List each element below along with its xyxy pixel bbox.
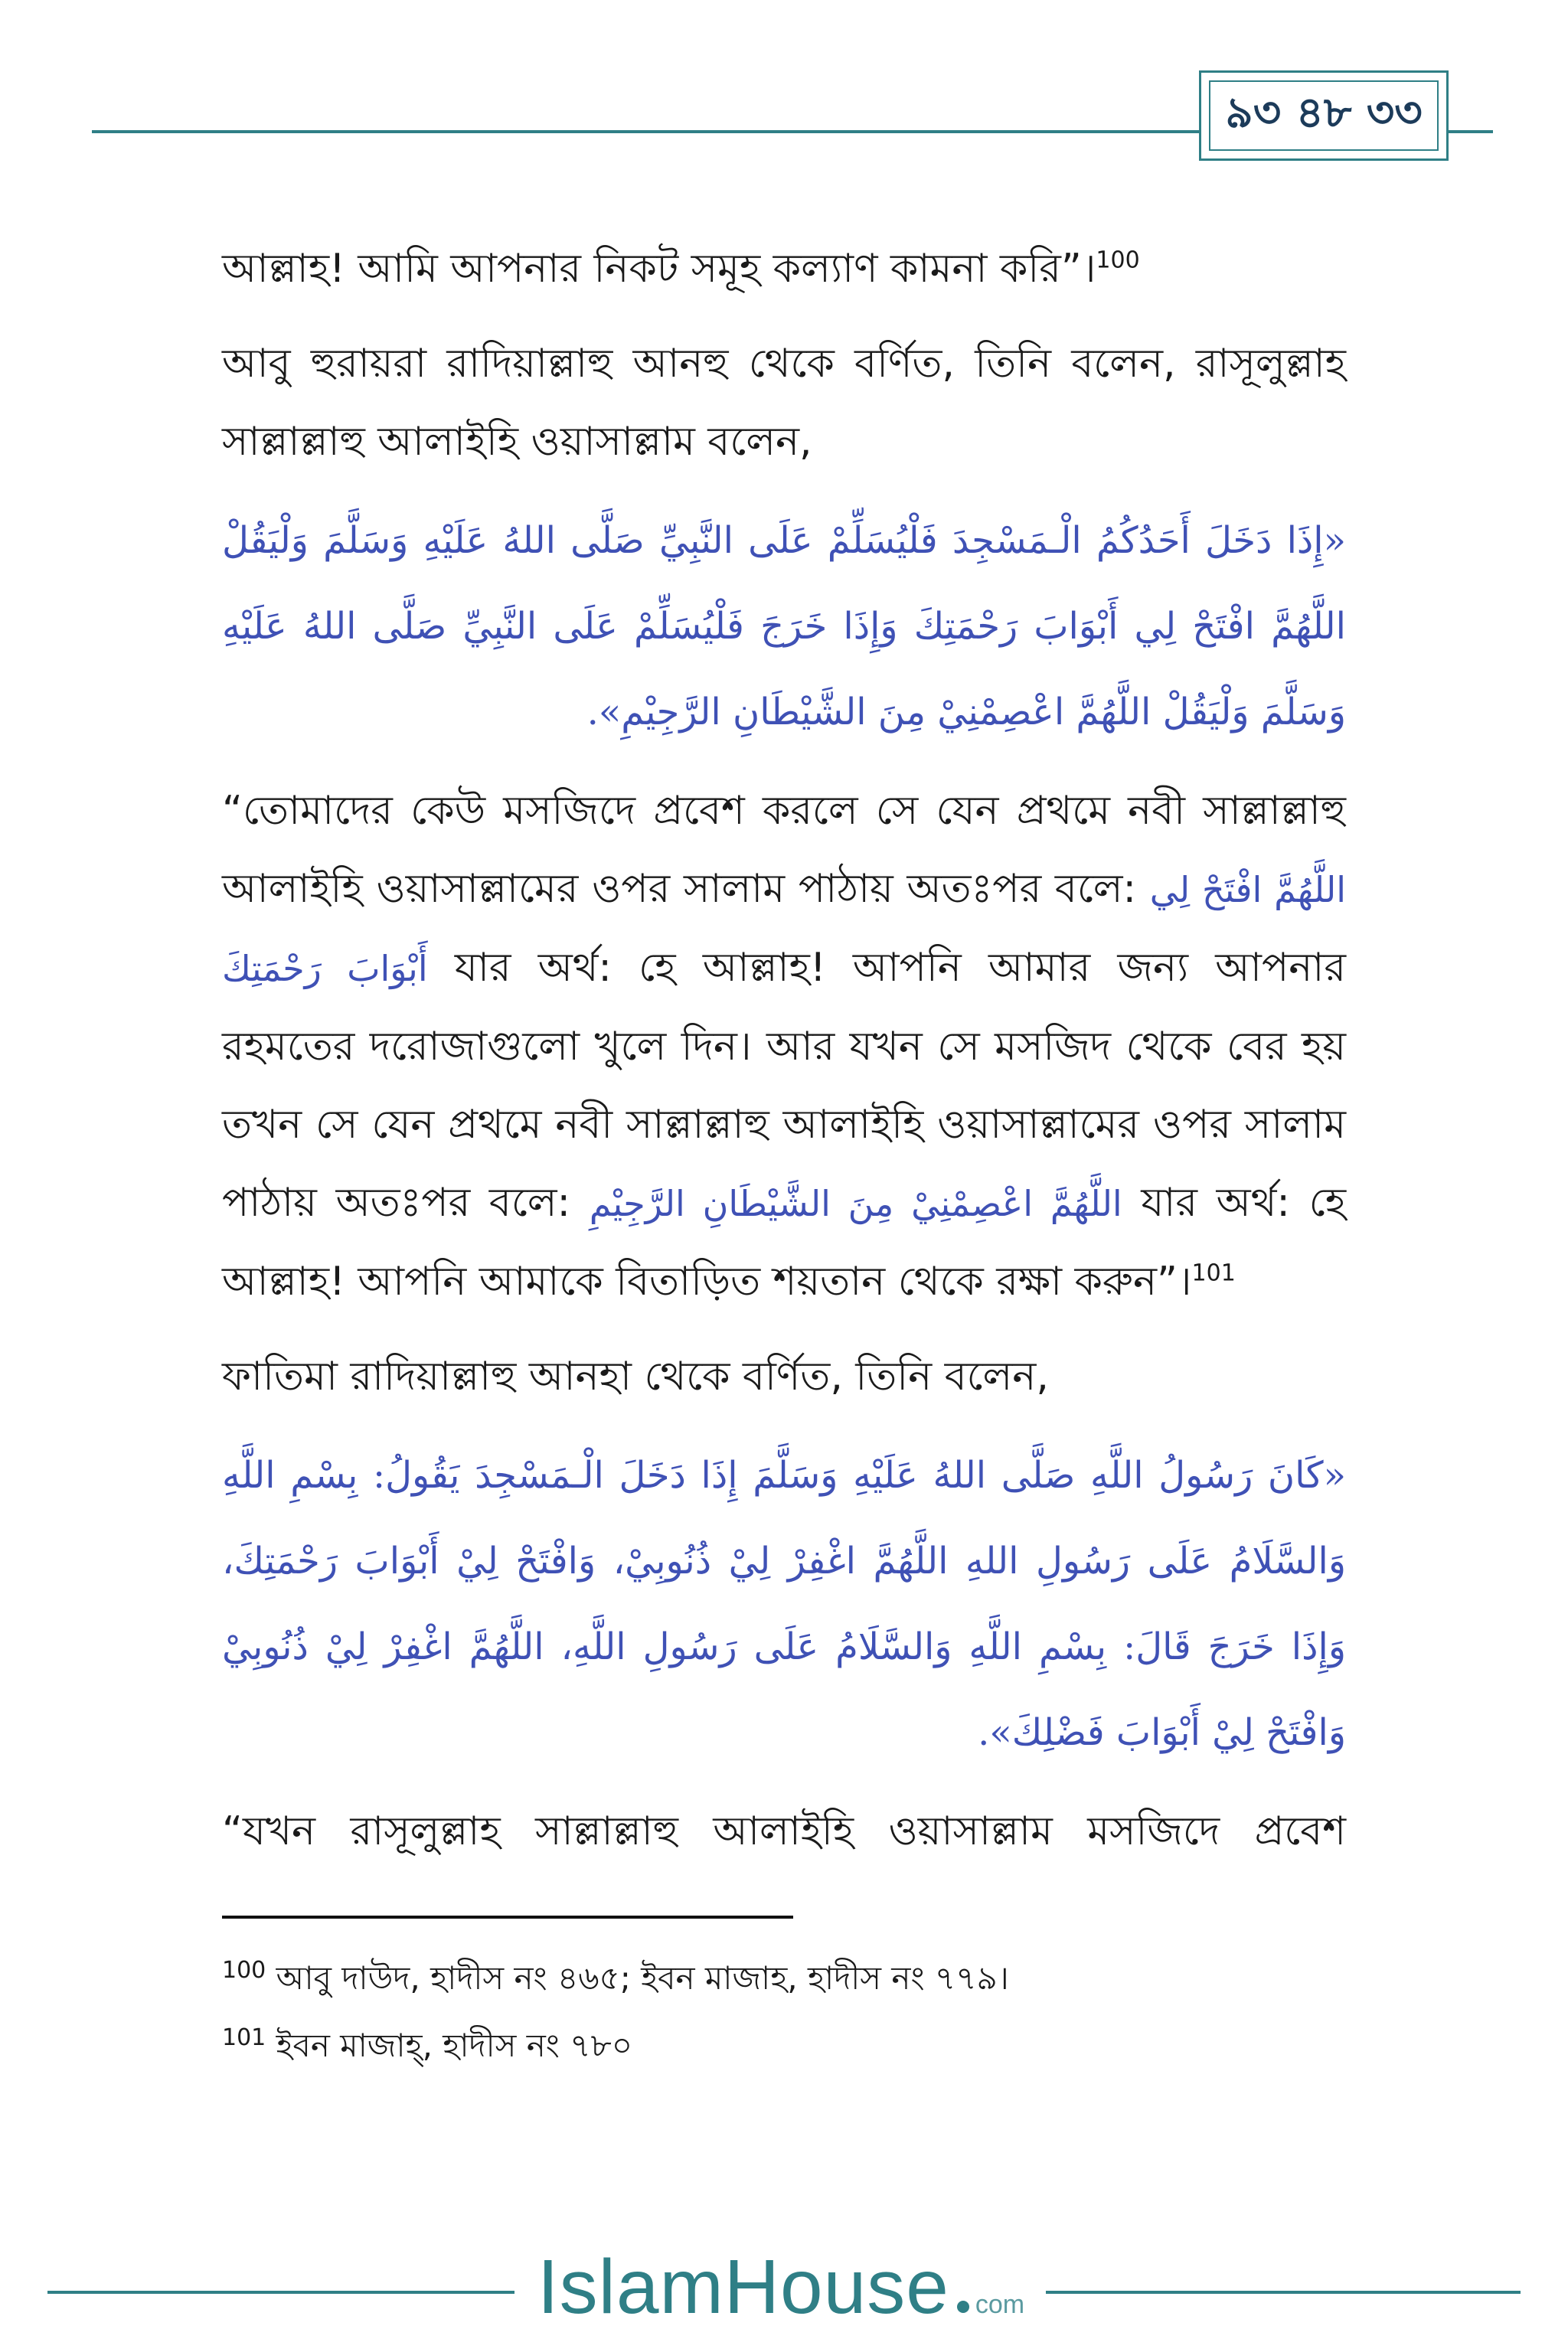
footnote-text: ইবন মাজাহ্, হাদীস নং ৭৮০ bbox=[276, 2027, 633, 2064]
arabic-inline: اللَّهُمَّ افْتَحْ لِي أَبْوَابَ رَحْمَتِكَ bbox=[222, 869, 1347, 989]
footnote-ref[interactable]: 100 bbox=[1096, 247, 1140, 274]
brand-tld: com bbox=[975, 2290, 1025, 2319]
footnote-ref[interactable]: 101 bbox=[1191, 1259, 1236, 1287]
footnotes bbox=[222, 1945, 1346, 2079]
paragraph bbox=[222, 230, 1346, 308]
page-number-box bbox=[1199, 70, 1449, 161]
footnote-number: 101 bbox=[222, 2024, 266, 2051]
footnote bbox=[222, 2012, 1346, 2079]
page-number: ৯৩ ৪৮ ৩৩ bbox=[1209, 80, 1439, 151]
arabic-hadith: «كَانَ رَسُولُ اللَّهِ صَلَّى اللهُ عَلَيْهِ وَسَلَّمَ إِذَا دَخَلَ الْـمَسْجِدَ يَقُولُ: بِسْمِ اللَّهِ وَالسَّلَامُ عَلَى رَسُولِ اللهِ اللَّهُمَّ اغْفِرْ لِيْ ذُنُوبِيْ، وَافْتَحْ لِيْ أَبْوَابَ رَحْمَتِكَ، وَإِذَا خَرَجَ قَالَ: بِسْمِ اللَّهِ وَالسَّلَامُ عَلَى رَسُولِ اللَّهِ، اللَّهُمَّ اغْفِرْ لِيْ ذُنُوبِيْ وَافْتَحْ لِيْ أَبْوَابَ فَضْلِكَ». bbox=[222, 1454, 1346, 1754]
paragraph-text: “তোমাদের কেউ মসজিদে প্রবেশ করলে সে যেন প্রথমে নবী সাল্লাল্লাহু আলাইহি ওয়াসাল্লামের ওপর সালাম পাঠায় অতঃপর বলে: bbox=[222, 788, 1346, 912]
arabic-hadith: «إِذَا دَخَلَ أَحَدُكُمُ الْـمَسْجِدَ فَلْيُسَلِّمْ عَلَى النَّبِيِّ صَلَّى اللهُ عَلَيْهِ وَسَلَّمَ وَلْيَقُلْ اللَّهُمَّ افْتَحْ لِي أَبْوَابَ رَحْمَتِكَ وَإِذَا خَرَجَ فَلْيُسَلِّمْ عَلَى النَّبِيِّ صَلَّى اللهُ عَلَيْهِ وَسَلَّمَ وَلْيَقُلْ اللَّهُمَّ اعْصِمْنِيْ مِنَ الشَّيْطَانِ الرَّجِيْمِ». bbox=[222, 519, 1346, 733]
brand-dot-icon bbox=[957, 2301, 969, 2313]
footer-rule-right bbox=[1046, 2291, 1521, 2294]
arabic-inline: اللَّهُمَّ اعْصِمْنِيْ مِنَ الشَّيْطَانِ الرَّجِيْمِ bbox=[589, 1183, 1122, 1224]
footnote-separator bbox=[222, 1916, 793, 1919]
page-body bbox=[222, 230, 1346, 1887]
paragraph: আবু হুরায়রা রাদিয়াল্লাহু আনহু থেকে বর্ণিত, তিনি বলেন, রাসূলুল্লাহ সাল্লাল্লাহু আলাইহি ওয়াসাল্লাম বলেন, bbox=[222, 341, 1346, 465]
paragraph: ফাতিমা রাদিয়াল্লাহু আনহা থেকে বর্ণিত, তিনি বলেন, bbox=[222, 1354, 1049, 1400]
paragraph-translation bbox=[222, 772, 1346, 1321]
paragraph-text: যার অর্থ: হে আল্লাহ! আপনি আমার জন্য আপনার রহমতের দরোজাগুলো খুলে দিন। আর যখন সে মসজিদ থেকে বের হয় তখন সে যেন প্রথমে নবী সাল্লাল্লাহু আলাইহি ওয়াসাল্লামের ওপর সালাম পাঠায় অতঃপর বলে: bbox=[222, 945, 1346, 1226]
footnote bbox=[222, 1945, 1346, 2012]
footnote-text: আবু দাউদ, হাদীস নং ৪৬৫; ইবন মাজাহ, হাদীস নং ৭৭৯। bbox=[276, 1959, 1009, 1997]
footnote-number: 100 bbox=[222, 1957, 266, 1984]
paragraph: “যখন রাসূলুল্লাহ সাল্লাল্লাহু আলাইহি ওয়াসাল্লাম মসজিদে প্রবেশ bbox=[222, 1808, 1346, 1854]
paragraph-text: যার অর্থ: হে আল্লাহ! আপনি আমাকে বিতাড়িত শয়তান থেকে রক্ষা করুন”। bbox=[222, 1180, 1347, 1305]
paragraph-text: আল্লাহ! আমি আপনার নিকট সমূহ কল্যাণ কামনা করি”। bbox=[222, 246, 1096, 292]
islamhouse-logo[interactable] bbox=[536, 2243, 1026, 2335]
brand-name: IslamHouse bbox=[537, 2244, 949, 2330]
footer-rule-left bbox=[47, 2291, 514, 2294]
